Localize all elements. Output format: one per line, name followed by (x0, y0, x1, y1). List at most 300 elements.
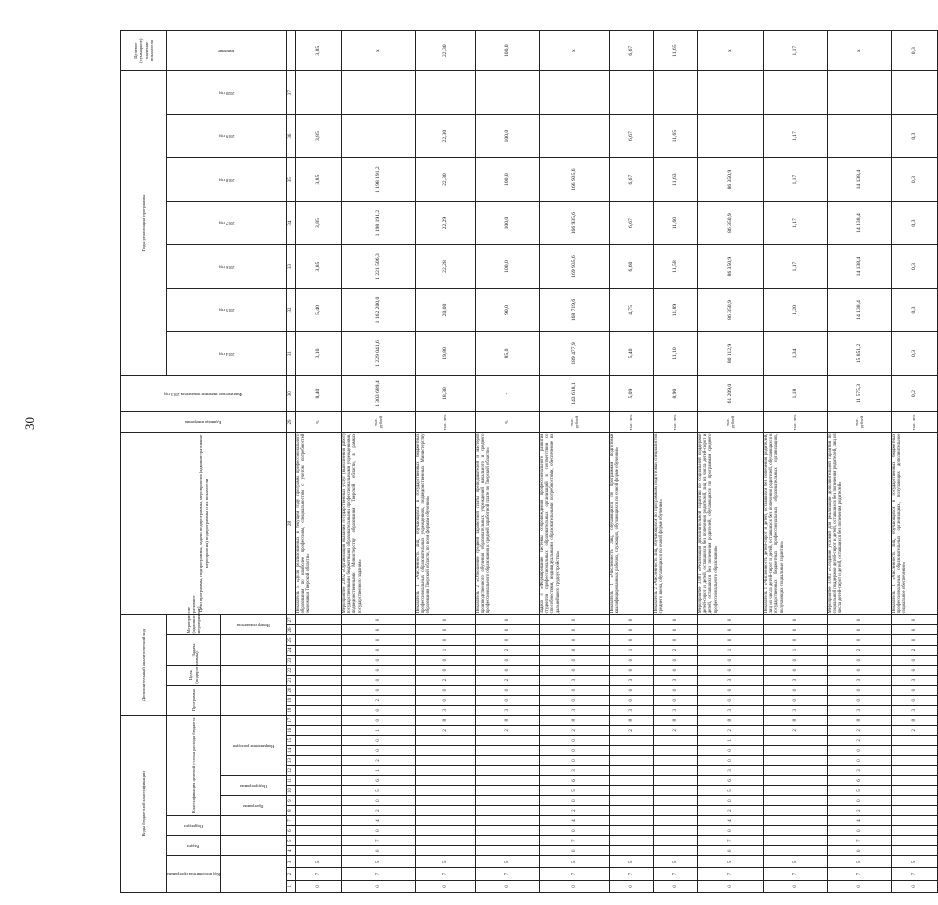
year-value-cell: 3,10 (296, 332, 342, 375)
classification-digit (654, 806, 698, 816)
direction-header: Направление расходов (232, 743, 275, 749)
classification-digit: 0 (828, 826, 892, 836)
table-row (828, 31, 892, 893)
classification-digit: 0 (342, 635, 416, 645)
admin-code-digit: 0 (416, 880, 476, 892)
classification-digit (654, 735, 698, 745)
classification-digit: 3 (540, 675, 610, 685)
goal-description: Показатель 1 «Численность лиц, обучающихся в государственных бюджетных профессиональных образовательных учреждениях, подведомственных Министерству образования Тверской области, по всем формам обучения» (416, 432, 476, 615)
year-value-cell (654, 71, 698, 115)
year-value-cell: 86 350,9 (698, 245, 764, 288)
classification-digit: 0 (342, 796, 416, 806)
target-value-cell: 11,65 (654, 31, 698, 71)
classification-digit (476, 745, 540, 755)
classification-digit: 0 (828, 615, 892, 625)
year-2020-header: 2020 год (218, 91, 235, 96)
classification-digit (476, 816, 540, 826)
classification-digit (476, 755, 540, 765)
classification-digit (892, 786, 938, 796)
classification-digit: 0 (892, 665, 938, 675)
classification-digit: 4 (698, 816, 764, 826)
year-value-cell: 0,3 (892, 201, 938, 244)
subsection-header: Подраздел (183, 824, 204, 830)
admin-code-digit: 5 (476, 856, 540, 868)
classification-digit: 6 (828, 776, 892, 786)
admin-code-digit: 5 (698, 856, 764, 868)
target-value-cell: 1,17 (764, 31, 828, 71)
unit-cell: тыс. чел. (892, 412, 938, 432)
classification-digit (296, 816, 342, 826)
classification-digit: 0 (764, 685, 828, 695)
classification-digit: 1 (342, 765, 416, 775)
classification-digit: 8 (698, 715, 764, 725)
classification-digit (416, 816, 476, 826)
column-index: 24 (287, 645, 296, 655)
admin-code-digit: 7 (416, 868, 476, 880)
admin-code-digit: 7 (764, 868, 828, 880)
admin-code-digit: 0 (540, 880, 610, 892)
year-value-cell: 6,67 (610, 114, 654, 157)
year-2019-header: 2019 год (218, 134, 235, 140)
classification-digit: 4 (540, 816, 610, 826)
classification-digit: 0 (416, 655, 476, 665)
year-value-cell: 100,0 (476, 158, 540, 201)
classification-digit: 0 (342, 745, 416, 755)
program-table-body (296, 31, 938, 893)
classification-digit (610, 806, 654, 816)
classification-digit (610, 786, 654, 796)
classification-digit (296, 685, 342, 695)
classification-digit: 0 (342, 655, 416, 665)
classification-digit: 0 (698, 635, 764, 645)
classification-digit (892, 836, 938, 846)
admin-code-digit: 0 (342, 880, 416, 892)
year-value-cell: 11,60 (654, 201, 698, 244)
classification-digit: 4 (342, 816, 416, 826)
classification-digit: 2 (342, 755, 416, 765)
year-value-cell: 1 198 191,2 (342, 201, 416, 244)
classification-digit (296, 625, 342, 635)
classification-digit (610, 796, 654, 806)
column-index: 19 (287, 695, 296, 705)
actual-value-cell: 18,30 (416, 375, 476, 412)
classification-digit: 0 (698, 685, 764, 695)
column-index: 33 (287, 245, 296, 288)
classification-digit (764, 765, 828, 775)
column-index: 17 (287, 715, 296, 725)
classification-digit (892, 735, 938, 745)
admin-code-digit: 5 (892, 856, 938, 868)
classification-digit (416, 836, 476, 846)
classification-digit: 0 (654, 625, 698, 635)
classification-digit: 0 (764, 615, 828, 625)
classification-digit: 2 (828, 645, 892, 655)
admin-code-digit: 7 (342, 868, 416, 880)
classification-digit: 5 (698, 786, 764, 796)
additional-classifier-header: Дополнительный аналитический код (121, 615, 167, 715)
classification-digit: 0 (540, 625, 610, 635)
classification-digit: 7 (698, 836, 764, 846)
column-index: 27 (287, 615, 296, 625)
unit-cell: % (476, 412, 540, 432)
classification-digit: 3 (654, 705, 698, 715)
classification-digit: 1 (342, 725, 416, 735)
classification-digit: 0 (476, 635, 540, 645)
goals-header: Цели программы, подпрограммы, задачи подпрограммы, мероприятия (административные мероприятия) подпрограммы и их показатели (121, 432, 287, 615)
classification-digit: 8 (892, 715, 938, 725)
unit-header: Единица измерения (185, 420, 222, 426)
column-index: 22 (287, 665, 296, 675)
classification-digit: 0 (476, 685, 540, 695)
expense-classification-header: Классификация целевой статьи расхода бюджета (167, 715, 221, 815)
classification-digit (610, 816, 654, 826)
classification-digit: 0 (892, 625, 938, 635)
year-value-cell (698, 114, 764, 157)
classification-digit: 0 (828, 655, 892, 665)
classification-digit: 5 (342, 786, 416, 796)
table-row (342, 31, 416, 893)
classification-digit (296, 796, 342, 806)
classification-digit (296, 735, 342, 745)
classification-digit: 0 (698, 625, 764, 635)
year-value-cell: 11,63 (654, 158, 698, 201)
classification-digit: 0 (698, 796, 764, 806)
classification-digit: 1 (698, 645, 764, 655)
target-value-cell: 6,67 (610, 31, 654, 71)
classification-digit (476, 796, 540, 806)
column-index: 9 (287, 796, 296, 806)
year-value-cell: 22,30 (416, 158, 476, 201)
classification-digit: 0 (342, 705, 416, 715)
year-value-cell (416, 71, 476, 115)
classification-digit: 0 (540, 755, 610, 765)
classification-digit (764, 745, 828, 755)
years-header: Годы реализации программы (121, 71, 167, 375)
classification-digit: 0 (416, 685, 476, 695)
classification-digit (476, 846, 540, 856)
classification-digit: 0 (540, 665, 610, 675)
year-value-cell: 20,00 (416, 288, 476, 331)
goal-description: Задача 3 «Формирование системы сопровождения профессионального развития студентов профессиональных образовательных организаций в соответствии со способностями, индивидуальными образовательными потребностями, обеспечение их дальнейшего трудоустройства» (540, 432, 610, 615)
page-number: 30 (22, 417, 37, 430)
classification-digit (892, 806, 938, 816)
classification-digit (764, 786, 828, 796)
classification-digit: 0 (698, 695, 764, 705)
classification-digit: 0 (828, 755, 892, 765)
classification-digit (610, 765, 654, 775)
classification-digit: 0 (342, 715, 416, 725)
classification-digit: 0 (610, 695, 654, 705)
classification-digit: 2 (416, 675, 476, 685)
classification-digit: 0 (416, 665, 476, 675)
classification-digit (764, 826, 828, 836)
admin-code-digit: 0 (610, 880, 654, 892)
admin-code-digit: 5 (828, 856, 892, 868)
year-value-cell: 1,20 (764, 288, 828, 331)
classification-digit: 2 (764, 725, 828, 735)
classification-digit: 0 (764, 695, 828, 705)
classification-digit: 0 (764, 625, 828, 635)
column-index: 13 (287, 755, 296, 765)
classification-digit: 0 (654, 695, 698, 705)
year-value-cell (828, 71, 892, 115)
rotated-table-container (120, 30, 918, 893)
classification-digit: 0 (764, 655, 828, 665)
actual-value-cell: 1,18 (764, 375, 828, 412)
column-index: 15 (287, 735, 296, 745)
classification-digit: 3 (698, 765, 764, 775)
year-value-cell: 1 221 506,3 (342, 245, 416, 288)
year-value-cell: 168 719,6 (540, 288, 610, 331)
column-index: 12 (287, 765, 296, 775)
classification-digit: 0 (892, 695, 938, 705)
classification-digit: 0 (342, 735, 416, 745)
classification-digit (610, 826, 654, 836)
classification-digit: 8 (416, 715, 476, 725)
year-value-cell (828, 114, 892, 157)
classification-digit (296, 705, 342, 715)
admin-code-digit: 5 (416, 856, 476, 868)
classification-digit: 0 (610, 625, 654, 635)
target-value-cell: 100,0 (476, 31, 540, 71)
classification-digit (416, 776, 476, 786)
classification-digit: 1 (698, 735, 764, 745)
classification-digit: 0 (342, 826, 416, 836)
unit-cell: тыс. чел. (610, 412, 654, 432)
classification-digit (764, 816, 828, 826)
classification-digit: 3 (610, 705, 654, 715)
classification-digit (764, 776, 828, 786)
classification-digit (892, 816, 938, 826)
classification-digit: 0 (540, 796, 610, 806)
year-value-cell: 166 935,6 (540, 158, 610, 201)
classification-digit: 3 (828, 765, 892, 775)
classification-digit: 0 (540, 615, 610, 625)
year-value-cell: 0,3 (892, 288, 938, 331)
year-value-cell: 1,17 (764, 201, 828, 244)
classification-digit: 8 (540, 715, 610, 725)
column-index: 37 (287, 71, 296, 115)
classification-digit: 8 (476, 715, 540, 725)
year-value-cell: 3,85 (296, 245, 342, 288)
year-value-cell: 90,0 (476, 288, 540, 331)
classification-digit: 0 (416, 615, 476, 625)
classification-digit (296, 765, 342, 775)
column-index: 26 (287, 625, 296, 635)
classification-digit (654, 796, 698, 806)
subprogram-header: Подпрограмма (239, 783, 268, 789)
classification-digit: 0 (342, 665, 416, 675)
classification-digit (296, 755, 342, 765)
classification-digit: 0 (540, 685, 610, 695)
year-value-cell: 3,85 (296, 158, 342, 201)
year-value-cell: 100,0 (476, 245, 540, 288)
classification-digit: 3 (654, 675, 698, 685)
classification-digit (296, 776, 342, 786)
admin-code-digit: 0 (476, 880, 540, 892)
admin-code-digit: 7 (476, 868, 540, 880)
classification-digit: 0 (416, 695, 476, 705)
classification-digit (892, 796, 938, 806)
classification-digit (296, 836, 342, 846)
classification-digit: 8 (654, 715, 698, 725)
classification-digit: 0 (540, 655, 610, 665)
classification-digit: 3 (476, 705, 540, 715)
admin-code-digit: 7 (610, 868, 654, 880)
classification-digit: 8 (828, 715, 892, 725)
admin-code-digit: 0 (654, 880, 698, 892)
goal-description: Показатель 5 «Доля реализованных в текущем году программ профессионального образования по наиболее профессиям, специальностям с учетом потребностей экономики Тверской области» (296, 432, 342, 615)
classification-digit: 3 (416, 705, 476, 715)
classification-digit: 0 (540, 846, 610, 856)
target-value-cell: х (342, 31, 416, 71)
classification-digit: 3 (610, 675, 654, 685)
classification-digit (892, 745, 938, 755)
classification-digit (610, 776, 654, 786)
year-value-cell: 166 935,6 (540, 201, 610, 244)
column-index: 14 (287, 745, 296, 755)
classification-digit: 0 (698, 615, 764, 625)
classification-digit: 7 (540, 836, 610, 846)
column-index: 10 (287, 786, 296, 796)
column-index: 28 (287, 432, 296, 615)
classification-digit: 1 (416, 645, 476, 655)
year-value-cell: 0,3 (892, 114, 938, 157)
year-value-cell: 22,28 (416, 245, 476, 288)
unit-cell: тыс. рублей (342, 412, 416, 432)
column-index: 25 (287, 635, 296, 645)
classification-digit: 0 (540, 745, 610, 755)
classification-digit (654, 826, 698, 836)
classification-digit: 2 (342, 695, 416, 705)
classification-digit: 0 (654, 635, 698, 645)
classification-digit: 6 (698, 776, 764, 786)
classification-digit: 0 (342, 625, 416, 635)
classification-digit (476, 776, 540, 786)
classification-digit: 2 (476, 725, 540, 735)
classification-digit: 0 (698, 745, 764, 755)
column-index: 23 (287, 655, 296, 665)
classification-digit (416, 826, 476, 836)
goal-description: Мероприятие 2.002 «Организация оказания государственных услуг (выполнения работ) государственными бюджетными образовательными профессиональными учреждениями, подведомственными Министерству образования Тверской области, в рамках государственного задания» (342, 432, 416, 615)
classification-digit: 0 (892, 655, 938, 665)
classification-digit (296, 786, 342, 796)
classification-digit: 0 (342, 675, 416, 685)
no-of-measure-header: Номер показателя (237, 623, 270, 629)
year-2014-header: 2014 год (218, 351, 235, 357)
admin-code-digit: 5 (342, 856, 416, 868)
section-header: Раздел (187, 844, 200, 850)
column-index: 11 (287, 776, 296, 786)
year-value-cell: 1,34 (764, 332, 828, 375)
classification-digit: 0 (828, 635, 892, 645)
actual-value-cell: 61 209,0 (698, 375, 764, 412)
purpose-header: Цель (подпрограммы) (167, 665, 221, 685)
column-index: 36 (287, 114, 296, 157)
classification-digit (892, 846, 938, 856)
classification-digit (416, 846, 476, 856)
year-value-cell (764, 71, 828, 115)
table-row (698, 31, 764, 893)
classification-digit: 8 (610, 715, 654, 725)
classification-digit (764, 846, 828, 856)
column-index: 21 (287, 675, 296, 685)
classification-digit: 0 (828, 796, 892, 806)
classification-digit (654, 745, 698, 755)
year-value-cell: 6,67 (610, 158, 654, 201)
year-value-cell: 86 350,9 (698, 201, 764, 244)
unit-cell: тыс. чел. (654, 412, 698, 432)
classification-digit (296, 665, 342, 675)
task-header: Задача (167, 635, 221, 665)
classification-digit: 0 (342, 846, 416, 856)
classification-digit (416, 796, 476, 806)
classification-digit: 2 (698, 806, 764, 816)
column-index: 8 (287, 806, 296, 816)
unit-cell: тыс. рублей (828, 412, 892, 432)
year-value-cell: 3,85 (296, 114, 342, 157)
year-value-cell: 6,60 (610, 245, 654, 288)
classification-digit (296, 846, 342, 856)
column-index: 31 (287, 332, 296, 375)
year-value-cell: 19,80 (416, 332, 476, 375)
admin-code-digit: 5 (610, 856, 654, 868)
classification-digit: 3 (892, 705, 938, 715)
classification-digit: 0 (698, 846, 764, 856)
admin-code-header: Код исполнителя программы (167, 872, 220, 878)
classification-digit: 0 (476, 625, 540, 635)
program-header: Программа (243, 803, 264, 809)
classification-digit (610, 836, 654, 846)
year-value-cell: 1 198 191,2 (342, 158, 416, 201)
classification-digit (416, 755, 476, 765)
classification-digit: 6 (540, 776, 610, 786)
classification-digit (476, 735, 540, 745)
goal-description: Показатель 2 «Отношение средней заработной платы преподавателей и мастеров производственного обучения образовательных учреждений начального и среднего профессионального образования к средней заработной плате по Тверской области» (476, 432, 540, 615)
unit-cell: тыс. рублей (698, 412, 764, 432)
classification-digit: 0 (476, 695, 540, 705)
classification-digit (416, 765, 476, 775)
year-value-cell: 189 477,9 (540, 332, 610, 375)
classification-digit (654, 755, 698, 765)
actual-value-cell: 11 575,3 (828, 375, 892, 412)
year-value-cell (296, 71, 342, 115)
year-value-cell: 11,65 (654, 114, 698, 157)
classification-digit (610, 745, 654, 755)
admin-code-digit: 0 (828, 880, 892, 892)
column-index: 5 (287, 836, 296, 846)
classification-digit: 2 (892, 725, 938, 735)
classification-digit: 2 (540, 725, 610, 735)
year-value-cell: 4,75 (610, 288, 654, 331)
classification-digit: 6 (342, 776, 416, 786)
classification-digit: 2 (476, 675, 540, 685)
classification-digit: 5 (828, 786, 892, 796)
admin-code-digit: 0 (698, 880, 764, 892)
year-value-cell: 11,10 (654, 332, 698, 375)
year-value-cell: 0,3 (892, 332, 938, 375)
target-value-cell: 3,85 (296, 31, 342, 71)
classification-digit: 2 (540, 806, 610, 816)
goal-description: Мероприятие 3.002 «Создание условий для реализации дополнительной гарантии по социальной поддержке детей-сирот и детей, оставшихся без попечения родителей, лиц из числа детей-сирот и детей, оставшихся без попечения родителей» (828, 432, 892, 615)
column-index: 34 (287, 201, 296, 244)
year-value-cell: 169 935,6 (540, 245, 610, 288)
classification-digit (296, 655, 342, 665)
classification-digit (296, 725, 342, 735)
classification-digit: 2 (828, 735, 892, 745)
classification-digit: 2 (476, 645, 540, 655)
admin-code-digit: 5 (764, 856, 828, 868)
